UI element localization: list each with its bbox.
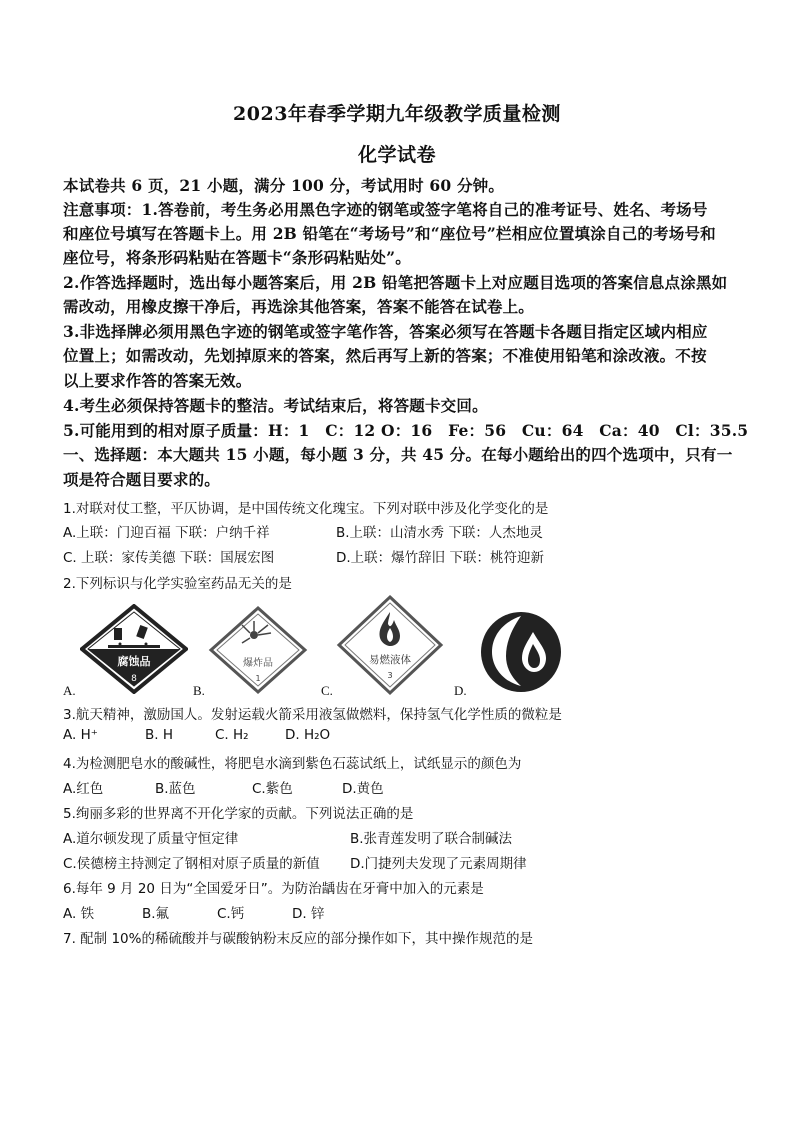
question-1-option-c: C. 上联：家传美德 下联：国展宏图	[63, 550, 275, 566]
exam-title: 2023年春季学期九年级教学质量检测	[233, 103, 561, 125]
exam-subtitle: 化学试卷	[357, 144, 436, 166]
question-1-stem: 1.对联对仗工整，平仄协调，是中国传统文化瑰宝。下列对联中涉及化学变化的是	[63, 501, 549, 517]
question-4-stem: 4.为检测肥皂水的酸碱性，将肥皂水滴到紫色石蕊试纸上，试纸显示的颜色为	[63, 756, 522, 772]
question-5-option-b: B.张青莲发明了联合制碱法	[350, 831, 513, 847]
question-6-stem: 6.每年 9 月 20 日为“全国爱牙日”。为防治龋齿在牙膏中加入的元素是	[63, 881, 484, 897]
sign-c-number: 3	[387, 671, 393, 680]
question-5-option-d: D.门捷列夫发现了元素周期律	[350, 856, 527, 872]
note-1-line-a: 注意事项：1.答卷前，考生务必用黑色字迹的钢笔或签字笔将自己的准考证号、姓名、考场号	[63, 200, 708, 219]
question-2-label-a: A.	[63, 683, 76, 698]
question-2-label-d: D.	[454, 683, 467, 698]
sign-c-text: 易燃液体	[369, 654, 411, 666]
note-2-line-b: 需改动，用橡皮擦干净后，再选涂其他答案，答案不能答在试卷上。	[63, 297, 535, 316]
question-6-option-d: D. 锌	[292, 906, 325, 922]
question-3-option-c: C. H₂	[215, 727, 249, 743]
flammable-liquid-hazard-sign	[336, 594, 444, 696]
question-4-option-c: C.紫色	[252, 781, 293, 797]
question-3-stem: 3.航天精神，激励国人。发射运载火箭采用液氢做燃料，保持氢气化学性质的微粒是	[63, 707, 562, 723]
question-3-option-b: B. H	[145, 727, 173, 743]
question-2-label-b: B.	[193, 683, 205, 698]
question-4-option-a: A.红色	[63, 781, 104, 797]
section-1-heading-b: 项是符合题目要求的。	[63, 470, 221, 489]
corrosive-hazard-sign	[80, 604, 188, 694]
question-1-option-d: D.上联：爆竹辞旧 下联：桃符迎新	[336, 550, 544, 566]
question-2-stem: 2.下列标识与化学实验室药品无关的是	[63, 576, 292, 592]
question-1-option-b: B.上联：山清水秀 下联：人杰地灵	[336, 525, 543, 541]
note-3-line-c: 以上要求作答的答案无效。	[63, 371, 252, 390]
question-1-option-a: A.上联：门迎百福 下联：户纳千祥	[63, 525, 270, 541]
sign-b-text: 爆炸品	[243, 658, 273, 669]
note-5-atomic-masses: 5.可能用到的相对原子质量：H：1 C：12 O：16 Fe：56 Cu：64 Ca：40 Cl：35.5	[63, 421, 749, 440]
note-2-line-a: 2.作答选择题时，选出每小题答案后，用 2B 铅笔把答题卡上对应题目选项的答案信息点涂黑如	[63, 273, 728, 292]
sign-b-number: 1	[255, 674, 261, 683]
question-5-option-c: C.侯德榜主持测定了钢相对原子质量的新值	[63, 856, 320, 872]
note-3-line-a: 3.非选择牌必须用黑色字迹的钢笔或签字笔作答，答案必须写在答题卡各题目指定区域内相应	[63, 322, 708, 341]
question-6-option-b: B.氟	[142, 906, 170, 922]
question-5-stem: 5.绚丽多彩的世界离不开化学家的贡献。下列说法正确的是	[63, 806, 414, 822]
section-1-heading-a: 一、选择题：本大题共 15 小题，每小题 3 分，共 45 分。在每小题给出的四个选项中，只有一	[63, 445, 733, 464]
note-4: 4.考生必须保持答题卡的整洁。考试结束后，将答题卡交回。	[63, 396, 488, 415]
sign-a-number: 8	[131, 674, 137, 684]
question-5-option-a: A.道尔顿发现了质量守恒定律	[63, 831, 239, 847]
note-3-line-b: 位置上；如需改动，先划掉原来的答案，然后再写上新的答案；不准使用铅笔和涂改液。不按	[63, 346, 707, 365]
note-1-line-b: 和座位号填写在答题卡上。用 2B 铅笔在“考场号”和“座位号”栏相应位置填涂自己的考场号和	[63, 224, 716, 243]
question-2-label-c: C.	[321, 683, 333, 698]
note-1-line-c: 座位号，将条形码粘贴在答题卡“条形码粘贴处”。	[63, 248, 411, 267]
question-6-option-c: C.钙	[217, 906, 245, 922]
question-4-option-b: B.蓝色	[155, 781, 196, 797]
question-3-option-a: A. H⁺	[63, 727, 98, 743]
question-7-stem: 7. 配制 10%的稀硫酸并与碳酸钠粉末反应的部分操作如下，其中操作规范的是	[63, 931, 533, 947]
explosive-hazard-sign	[208, 605, 308, 695]
sign-a-text: 腐蚀品	[117, 655, 151, 668]
question-3-option-d: D. H₂O	[285, 727, 331, 743]
water-saving-logo	[478, 610, 564, 694]
question-4-option-d: D.黄色	[342, 781, 384, 797]
question-6-option-a: A. 铁	[63, 906, 95, 922]
exam-info: 本试卷共 6 页，21 小题，满分 100 分，考试用时 60 分钟。	[63, 176, 505, 195]
